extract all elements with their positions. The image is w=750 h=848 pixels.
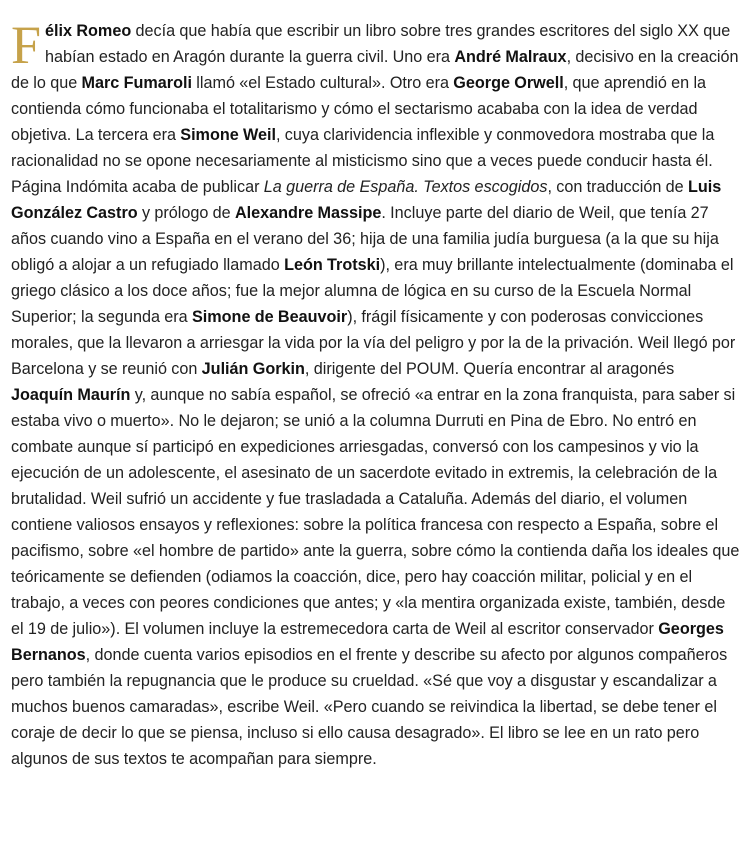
paragraph-text: , cuya clarividencia inflexible y conmovedora mostraba que la racionalidad no se opone necesariamente al misticismo sino que a veces puede conducir hasta él. Página Indómita acaba de publicar	[11, 126, 715, 196]
person-name: George Orwell	[453, 74, 564, 92]
paragraph-text: , con traducción de	[547, 178, 688, 196]
paragraph-text: . Incluye parte del diario de Weil, que tenía 27 años cuando vino a España en el verano del 36; hija de una familia judía burguesa (a la que su hija obligó a alojar a un refugiado llamado	[11, 204, 719, 274]
paragraph-text: , que aprendió en la contienda cómo funcionaba el totalitarismo y cómo el sectarismo acababa con la idea de verdad objetiva. La tercera era	[11, 74, 707, 144]
person-name: Marc Fumaroli	[81, 74, 192, 92]
person-name: Simone de Beauvoir	[191, 308, 348, 326]
person-name: Julián Gorkin	[201, 360, 305, 378]
paragraph-text: ), frágil físicamente y con poderosas convicciones morales, que la llevaron a arriesgar la vida por la vía del peligro y por la de la privación. Weil llegó por Barcelona y se reunió con	[11, 308, 736, 378]
article-paragraph	[11, 15, 740, 772]
paragraph-text: ), era muy brillante intelectualmente (dominaba el griego clásico a los doce años; fue la mejor alumna de lógica en su curso de la Escuela Normal Superior; la segunda era	[11, 256, 734, 326]
person-name: Georges Bernanos	[11, 620, 724, 664]
person-name: León Trotski	[284, 256, 381, 274]
drop-cap: F	[11, 15, 42, 75]
paragraph-text: , decisivo en la creación de lo que	[11, 48, 739, 92]
person-name: Simone Weil	[180, 126, 277, 144]
paragraph-text: , dirigente del POUM. Quería encontrar al aragonés	[304, 360, 675, 378]
person-name: Joaquín Maurín	[11, 386, 131, 404]
paragraph-text: y prólogo de	[137, 204, 235, 222]
person-name: Luis González Castro	[11, 178, 722, 222]
book-title: La guerra de España. Textos escogidos	[263, 178, 548, 196]
paragraph-text: y, aunque no sabía español, se ofreció «a entrar en la zona franquista, para saber si estaba vivo o muerto». No le dejaron; se unió a la columna Durruti en Pina de Ebro. No entró en combate aunque sí participó en expediciones arriesgadas, conversó con los campesinos y vio la ejecución de un adolescente, el asesinato de un sacerdote evitado in extremis, la celebración de la brutalidad. Weil sufrió un accidente y fue trasladada a Cataluña. Además del diario, el volumen contiene valiosos ensayos y reflexiones: sobre la política francesa con respecto a España, sobre el pacifismo, sobre «el hombre de partido» ante la guerra, sobre cómo la contienda daña los ideales que teóricamente se defienden (odiamos la coacción, dice, pero hay coacción militar, policial y en el trabajo, a veces con peores condiciones que antes; y «la mentira organizada existe, también, desde el 19 de julio»). El volumen incluye la estremecedora carta de Weil al escritor conservador	[11, 386, 740, 638]
person-name: Alexandre Massipe	[234, 204, 382, 222]
paragraph-text: , donde cuenta varios episodios en el frente y describe su afecto por algunos compañeros pero también la repugnancia que le produce su crueldad. «Sé que voy a disgustar y escandalizar a muchos buenos camaradas», escribe Weil. «Pero cuando se reivindica la libertad, se debe tener el coraje de decir lo que se piensa, incluso si ello causa desagrado». El libro se lee en un rato pero algunos de sus textos te acompañan para siempre.	[11, 646, 728, 768]
person-name: André Malraux	[454, 48, 567, 66]
person-name: élix Romeo	[45, 22, 132, 40]
paragraph-text: decía que había que escribir un libro sobre tres grandes escritores del siglo XX que habían estado en Aragón durante la guerra civil. Uno era	[45, 22, 731, 66]
paragraph-text: llamó «el Estado cultural». Otro era	[191, 74, 454, 92]
